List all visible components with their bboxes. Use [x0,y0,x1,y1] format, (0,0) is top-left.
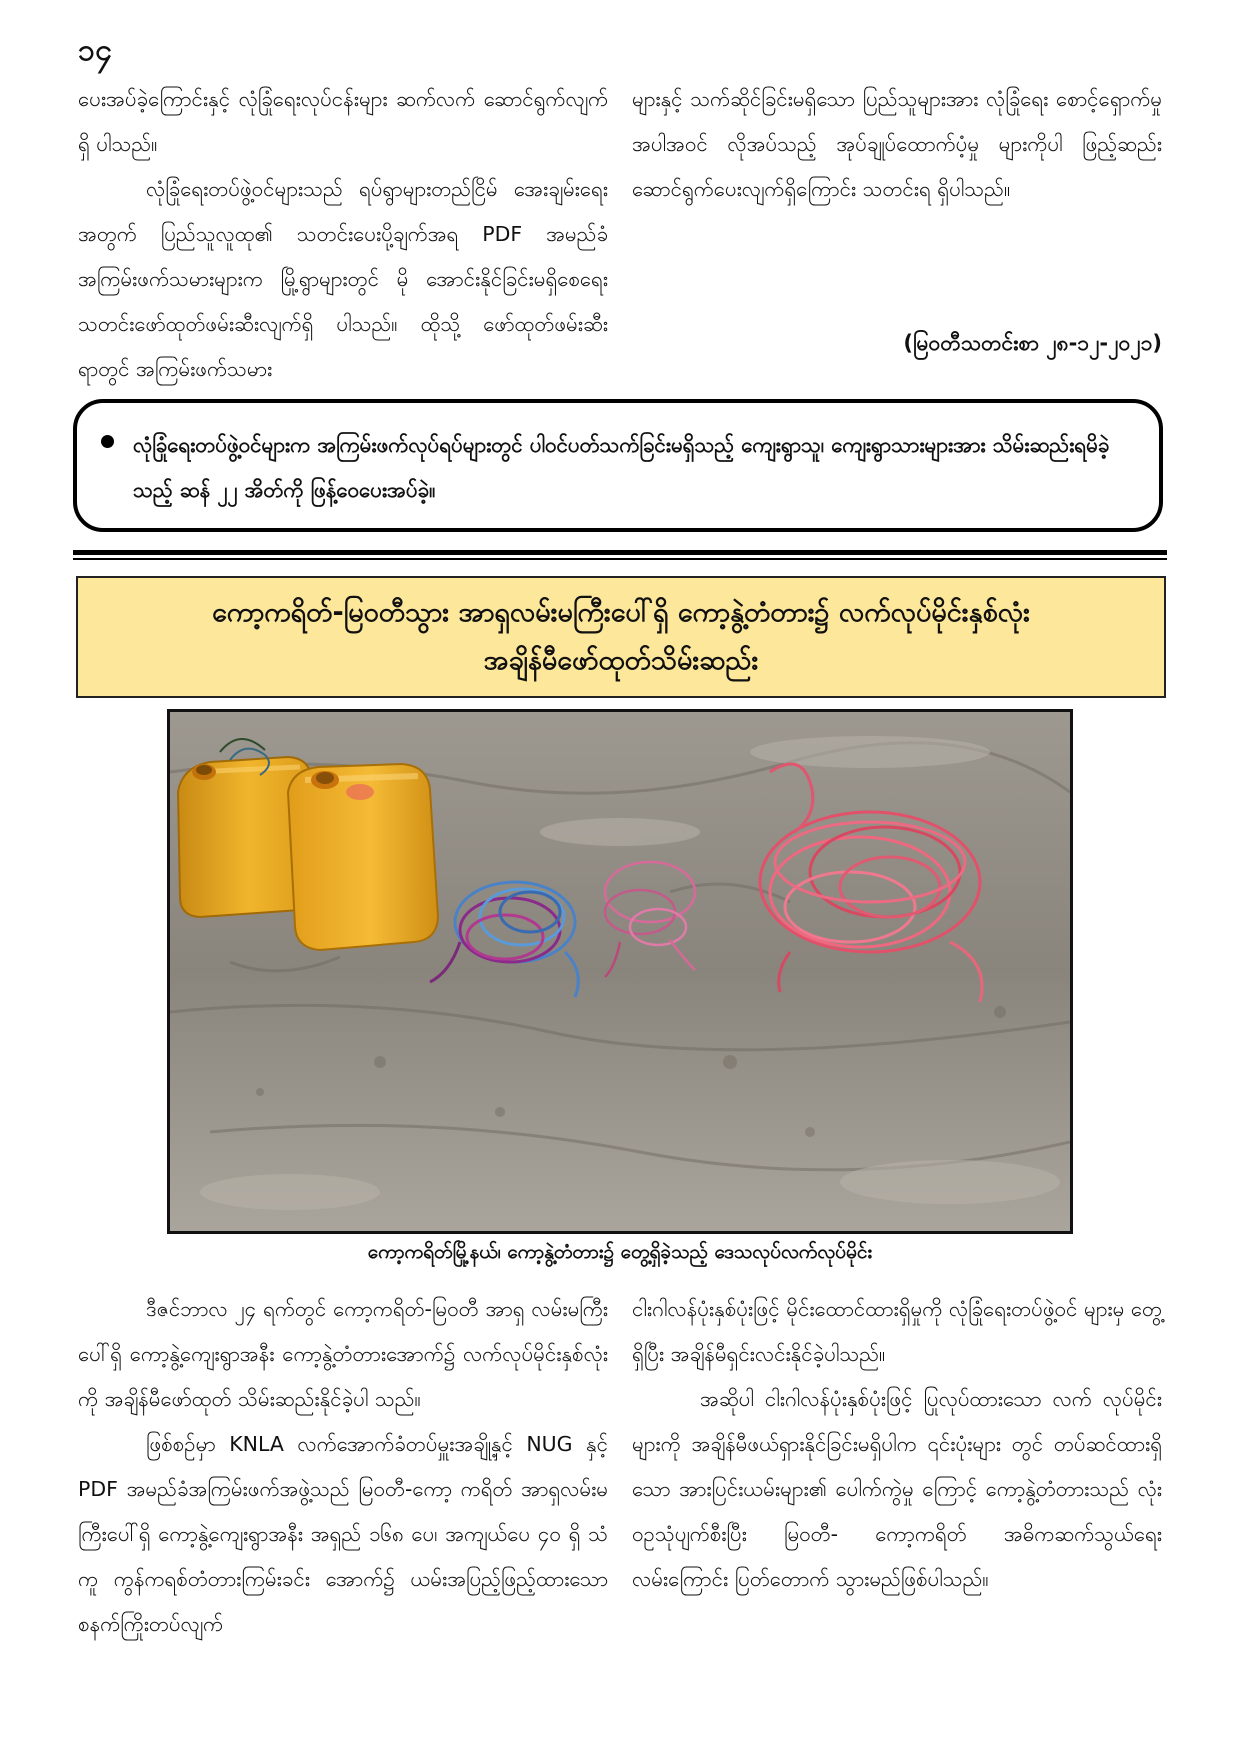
paragraph: လုံခြုံရေးတပ်ဖွဲ့ဝင်များသည် ရပ်ရွာများတည်ငြိမ် အေးချမ်းရေးအတွက် ပြည်သူလူထု၏ သတင်းပေးပို့ချက်အရ PDF အမည်ခံ အကြမ်းဖက်သမားများက မြို့ရွာများတွင် မို အောင်းနိုင်ခြင်းမရှိစေရေး သတင်းဖော်ထုတ်ဖမ်းဆီးလျက်ရှိ ပါသည်။ ထိုသို့ ဖော်ထုတ်ဖမ်းဆီးရာတွင် အကြမ်းဖက်သမား [78,177,608,381]
article-headline [76,576,1166,698]
page-number: ၁၄ [78,33,112,68]
boxed-note-text: လုံခြုံရေးတပ်ဖွဲ့ဝင်များက အကြမ်းဖက်လုပ်ရပ်များတွင် ပါဝင်ပတ်သက်ခြင်းမရှိသည့် ကျေးရွာသူ၊ ကျေးရွာသားများအား သိမ်းဆည်းရမိခဲ့သည့် ဆန် ၂၂ အိတ်ကို ဖြန့်ဝေပေးအပ်ခဲ့။ [133,433,1110,502]
section-divider [73,550,1167,555]
headline-line-1: ကော့ကရိတ်-မြဝတီသွား အာရှလမ်းမကြီးပေါ်ရှိ ကော့နွဲ့တံတား၌ လက်လုပ်မိုင်းနှစ်လုံး [212,597,1030,628]
bullet-icon [101,435,114,448]
bottom-right-column [632,1287,1162,1602]
paragraph: အဆိုပါ ငါးဂါလန်ပုံးနှစ်ပုံးဖြင့် ပြုလုပ်ထားသော လက် လုပ်မိုင်းများကို အချိန်မီဖယ်ရှားနိုင်ခြင်းမရှိပါက ၎င်းပုံးများ တွင် တပ်ဆင်ထားရှိသော အားပြင်းယမ်းများ၏ ပေါက်ကွဲမှု ကြောင့် ကော့နွဲ့တံတားသည် လုံးဝဥသုံပျက်စီးပြီး မြဝတီ- ကော့ကရိတ် အဓိကဆက်သွယ်ရေးလမ်းကြောင်း ပြတ်တောက် သွားမည်ဖြစ်ပါသည်။ [632,1387,1162,1591]
paragraph: ငါးဂါလန်ပုံးနှစ်ပုံးဖြင့် မိုင်းထောင်ထားရှိမှုကို လုံခြုံရေးတပ်ဖွဲ့ဝင် များမှ တွေ့ရှိပြီး အချိန်မီရှင်းလင်းနိုင်ခဲ့ပါသည်။ [632,1297,1162,1366]
paragraph: များနှင့် သက်ဆိုင်ခြင်းမရှိသော ပြည်သူများအား လုံခြုံရေး စောင့်ရှောက်မှုအပါအဝင် လိုအပ်သည့် အုပ်ချုပ်ထောက်ပံ့မှု များကိုပါ ဖြည့်ဆည်းဆောင်ရွက်ပေးလျက်ရှိကြောင်း သတင်းရ ရှိပါသည်။ [632,87,1162,201]
top-left-column [78,77,608,392]
boxed-note [73,399,1163,532]
headline-line-2: အချိန်မီဖော်ထုတ်သိမ်းဆည်း [483,645,759,676]
paragraph: ပေးအပ်ခဲ့ကြောင်းနှင့် လုံခြုံရေးလုပ်ငန်းများ ဆက်လက် ဆောင်ရွက်လျက်ရှိ ပါသည်။ [78,87,608,156]
paragraph: ဒီဇင်ဘာလ ၂၄ ရက်တွင် ကော့ကရိတ်-မြဝတီ အာရှ လမ်းမကြီးပေါ်ရှိ ကော့နွဲ့ကျေးရွာအနီး ကော့နွဲ့တံတားအောက်၌ လက်လုပ်မိုင်းနှစ်လုံးကို အချိန်မီဖော်ထုတ် သိမ်းဆည်းနိုင်ခဲ့ပါ သည်။ [78,1297,608,1411]
source-citation: (မြဝတီသတင်းစာ ၂၈-၁၂-၂၀၂၁) [903,331,1162,355]
news-photo [167,709,1073,1234]
top-right-column [632,77,1162,212]
photo-caption: ကော့ကရိတ်မြို့နယ်၊ ကော့နွဲ့တံတား၌ တွေ့ရှိခဲ့သည့် ဒေသလုပ်လက်လုပ်မိုင်း [367,1241,873,1263]
bottom-left-column [78,1287,608,1647]
section-divider-thin [73,558,1167,560]
paragraph: ဖြစ်စဉ်မှာ KNLA လက်အောက်ခံတပ်မှူးအချို့နှင့် NUG နှင့် PDF အမည်ခံအကြမ်းဖက်အဖွဲ့သည် မြဝတီ-ကော့ ကရိတ် အာရှလမ်းမကြီးပေါ်ရှိ ကော့နွဲ့ကျေးရွာအနီး အရှည် ၁၆၈ ပေ၊ အကျယ်ပေ ၄၀ ရှိ သံကူ ကွန်ကရစ်တံတားကြမ်းခင်း အောက်၌ ယမ်းအပြည့်ဖြည့်ထားသော စနက်ကြိုးတပ်လျက် [78,1432,608,1636]
